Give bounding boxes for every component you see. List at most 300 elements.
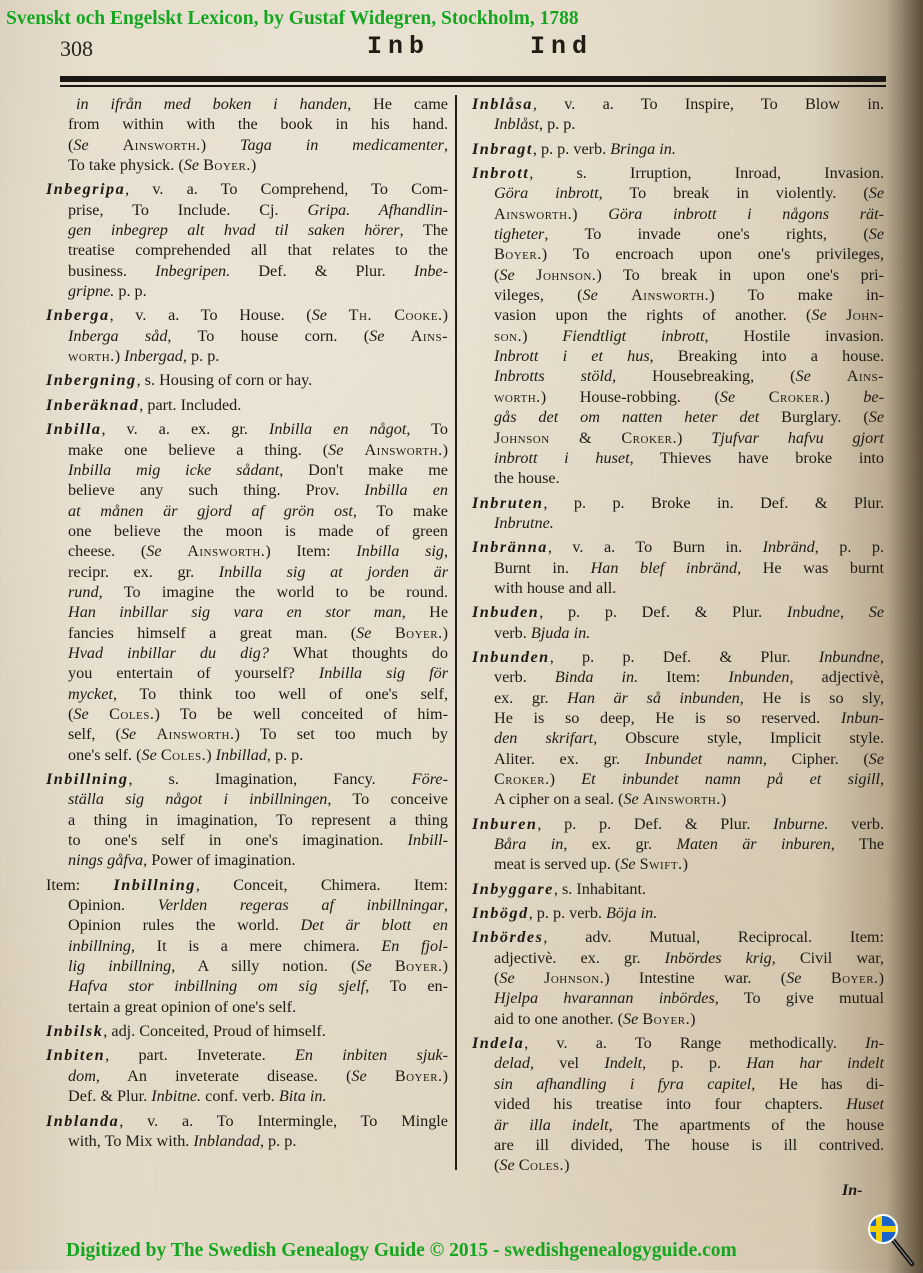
- text-run: , Obscure style, Implicit style.: [593, 729, 884, 748]
- text-run: ): [442, 957, 448, 976]
- italic-run: Se: [356, 623, 395, 642]
- authority-ref: Johnson & Croker.: [494, 428, 678, 447]
- headword: Inbragt: [472, 139, 533, 158]
- dictionary-entry: [46, 419, 448, 765]
- headword: Inbruten: [472, 493, 544, 512]
- text-run: ,: [443, 135, 449, 154]
- running-head-left: Inb: [367, 32, 431, 61]
- italic-run: ställa sig något i inbillningen: [68, 790, 328, 809]
- entry-line: [472, 927, 884, 947]
- entry-line: [46, 94, 448, 114]
- entry-line: [472, 1135, 884, 1155]
- text-run: ): [682, 855, 688, 874]
- italic-run: Göra inbrott: [494, 184, 599, 203]
- entry-line: [46, 1131, 448, 1151]
- text-run: Opinion rules the world.: [68, 916, 301, 935]
- entry-line: [472, 623, 884, 643]
- text-run: , Conceit, Chimera. Item:: [195, 875, 448, 894]
- italic-run: tigheter: [494, 225, 545, 244]
- text-run: , To conceive: [327, 790, 448, 809]
- text-run: ) To be well conceited of him-: [154, 704, 449, 723]
- dictionary-entry: [472, 602, 884, 643]
- italic-run: Båra in: [494, 835, 564, 854]
- text-run: ): [572, 204, 609, 223]
- entry-line: [46, 704, 448, 724]
- entry-line: [46, 326, 448, 346]
- text-run: ): [442, 623, 449, 642]
- italic-run: Inbränd: [762, 538, 815, 557]
- text-run: ,: [879, 647, 884, 666]
- entry-line: [472, 558, 884, 578]
- entry-line: [472, 1155, 884, 1175]
- italic-run: Bringa in.: [610, 139, 676, 158]
- italic-run: Inbergad: [124, 347, 183, 366]
- text-run: , Hostile invasion.: [704, 326, 884, 345]
- entry-line: [46, 997, 448, 1017]
- text-run: (: [68, 704, 74, 723]
- text-run: ): [690, 1009, 696, 1028]
- text-run: vasion upon the rights of another. (: [494, 306, 812, 325]
- swedish-flag-magnifier-icon: [866, 1212, 916, 1268]
- text-run: , ex. gr.: [563, 835, 677, 854]
- header-rule-thick: [60, 76, 886, 82]
- italic-run: Han inbillar sig vara en stor man: [68, 603, 402, 622]
- text-run: , p. p. verb.: [532, 139, 611, 158]
- entry-line: [46, 281, 448, 301]
- italic-run: Se: [311, 306, 349, 325]
- italic-run: Inberga såd: [68, 326, 168, 345]
- text-run: ): [442, 306, 448, 325]
- entry-line: [472, 1115, 884, 1135]
- entry-line: [472, 1053, 884, 1073]
- text-run: , p. p. Def. & Plur.: [549, 647, 819, 666]
- text-run: , Housebreaking, (: [612, 367, 796, 386]
- text-run: ): [442, 440, 449, 459]
- entry-line: [472, 513, 884, 533]
- authority-ref: Ains-: [846, 367, 885, 386]
- text-run: , s. Imagination, Fancy.: [128, 770, 412, 788]
- text-run: meat is served up. (: [494, 855, 621, 874]
- italic-run: Inburne.: [773, 814, 829, 833]
- entry-line: [472, 493, 884, 513]
- entry-line: [472, 948, 884, 968]
- entry-line: [472, 789, 884, 809]
- text-run: , adjectivè,: [789, 668, 885, 687]
- text-run: , adj. Conceited, Proud of himself.: [103, 1022, 326, 1041]
- text-run: one believe the moon is made of green: [68, 521, 448, 540]
- text-run: To take physick. (: [68, 156, 184, 175]
- authority-ref: Ainsworth.: [631, 286, 710, 305]
- italic-run: Inbilla sig: [356, 542, 444, 561]
- headword: Inbiten: [46, 1046, 106, 1065]
- italic-run: Se: [868, 408, 885, 427]
- italic-run: delad: [494, 1054, 530, 1073]
- entry-line: [46, 220, 448, 240]
- italic-run: Se: [73, 704, 110, 723]
- text-run: Def. & Plur.: [68, 1087, 152, 1106]
- dictionary-entry: [46, 305, 448, 366]
- italic-run: Inbe-: [413, 261, 448, 280]
- italic-run: Före-: [411, 770, 448, 788]
- italic-run: Han blef inbränd: [590, 558, 738, 577]
- text-run: believe any such thing. Prov.: [68, 481, 365, 500]
- italic-run: Se: [499, 969, 545, 988]
- text-run: , He: [401, 603, 448, 622]
- entry-line: [46, 419, 448, 439]
- text-run: , s. Irruption, Inroad, Invasion.: [529, 164, 884, 183]
- italic-run: Se: [141, 745, 161, 764]
- entry-line: [46, 789, 448, 809]
- entry-line: [46, 623, 448, 643]
- authority-ref: Ainsworth.: [122, 135, 201, 154]
- text-run: , v. a. To Inspire, To Blow in.: [532, 95, 884, 113]
- dictionary-entry: [472, 537, 884, 598]
- italic-run: Inbegripen.: [155, 261, 231, 280]
- text-run: A cipher on a seal. (: [494, 790, 624, 809]
- text-run: , To house corn. (: [167, 326, 370, 345]
- text-run: p. p.: [114, 282, 147, 301]
- authority-ref: Boyer.: [642, 1009, 691, 1028]
- entry-line: [472, 769, 884, 789]
- italic-run: Inbrotts stöld: [494, 367, 613, 386]
- text-run: Item:: [638, 668, 729, 687]
- entry-line: [472, 903, 884, 923]
- text-run: verb.: [828, 814, 884, 833]
- text-run: , p. p. Broke in. Def. & Plur.: [543, 493, 884, 512]
- entry-line: [46, 830, 448, 850]
- headword: Inbilsk: [46, 1022, 104, 1041]
- headword: Inbränna: [472, 538, 548, 557]
- entry-line: [46, 200, 448, 220]
- headword: Inblåsa: [472, 95, 533, 113]
- dictionary-entry: [472, 163, 884, 489]
- text-run: vileges, (: [494, 286, 583, 305]
- text-run: , Breaking into a house.: [649, 347, 884, 366]
- text-run: ,: [879, 770, 884, 788]
- italic-run: Se: [328, 440, 365, 459]
- text-run: a thing in imagination, To represent a thing: [68, 810, 448, 829]
- text-run: ) Item:: [265, 542, 357, 561]
- dictionary-entry: [472, 879, 884, 899]
- entry-line: [46, 440, 448, 460]
- headword: Inbunden: [472, 647, 550, 666]
- entry-line: [472, 749, 884, 769]
- italic-run: Se: [120, 725, 157, 744]
- text-run: , p. p. Def. & Plur.: [539, 603, 787, 622]
- left-column: [46, 94, 448, 1155]
- headword: Inbergning: [46, 371, 137, 390]
- entry-line: [46, 895, 448, 915]
- text-run: (: [494, 969, 500, 988]
- text-run: conf. verb.: [201, 1087, 279, 1106]
- italic-run: Se: [499, 1156, 519, 1175]
- text-run: , To break in violently. (: [598, 184, 869, 203]
- italic-run: Indelt: [604, 1054, 643, 1073]
- entry-line: [472, 708, 884, 728]
- entry-line: [472, 224, 884, 244]
- text-run: Burglary. (: [759, 408, 869, 427]
- italic-run: Inbillad: [215, 745, 267, 764]
- authority-ref: Boyer.: [494, 245, 542, 264]
- entry-line: [472, 114, 884, 134]
- text-run: ): [206, 745, 216, 764]
- entry-line: [472, 667, 884, 687]
- text-run: , To en-: [365, 977, 448, 996]
- authority-ref: Croker.: [768, 387, 825, 406]
- italic-run: Se: [623, 1009, 643, 1028]
- entry-line: [472, 1009, 884, 1029]
- text-run: from within with the book in his hand.: [68, 115, 448, 134]
- text-run: Aliter. ex. gr.: [494, 749, 645, 768]
- text-run: vided his treatise into four chapters.: [494, 1095, 847, 1114]
- headword: Inbrott: [472, 164, 530, 183]
- italic-run: be-: [863, 387, 884, 406]
- italic-run: Hjelpa hvarannan inbördes: [494, 989, 715, 1008]
- entry-line: [472, 688, 884, 708]
- text-run: , Cipher. (: [762, 749, 869, 768]
- text-run: , To imagine the world to be round.: [98, 582, 448, 601]
- entry-line: [472, 183, 884, 203]
- text-run: He is so deep, He is so reserved.: [494, 708, 841, 727]
- italic-run: Se: [868, 184, 884, 203]
- text-run: ) To set too much by: [234, 725, 448, 744]
- text-run: ,: [839, 603, 869, 622]
- headword: Inblanda: [46, 1111, 120, 1130]
- entry-line: [472, 285, 884, 305]
- text-run: , v. a. ex. gr.: [101, 420, 269, 439]
- entry-line: [46, 480, 448, 500]
- text-run: ex. gr.: [494, 688, 568, 707]
- italic-run: Inbilla en: [364, 481, 448, 500]
- text-run: , He is so sly,: [739, 688, 885, 707]
- italic-run: rund: [68, 582, 99, 601]
- headword: Inberäknad: [46, 395, 140, 414]
- text-run: ): [442, 1066, 448, 1085]
- italic-run: lig inbillning: [68, 957, 172, 976]
- italic-run: Inbilla en något: [268, 420, 407, 439]
- dictionary-entry: [472, 139, 884, 159]
- authority-ref: Ainsworth.: [156, 725, 235, 744]
- entry-line: [46, 370, 448, 390]
- authority-ref: Ainsworth.: [494, 204, 573, 223]
- authority-ref: Th. Cooke.: [348, 306, 443, 325]
- italic-run: gås det om natten heter det: [494, 408, 760, 427]
- headword: Inbögd: [472, 904, 529, 923]
- entry-line: [472, 602, 884, 622]
- text-run: , To invade one's rights, (: [544, 225, 869, 244]
- entry-line: [46, 724, 448, 744]
- italic-run: Inbunden: [728, 668, 790, 687]
- text-run: , p. p. Def. & Plur.: [537, 814, 774, 833]
- authority-ref: Ains-: [410, 326, 448, 345]
- text-run: , p. p.: [182, 347, 220, 366]
- text-run: , p. p.: [814, 538, 884, 557]
- entry-line: [46, 663, 448, 683]
- text-run: , The: [399, 221, 448, 240]
- entry-line: [46, 501, 448, 521]
- text-run: , p. p.: [266, 745, 304, 764]
- text-run: make one believe a thing. (: [68, 440, 329, 459]
- dictionary-entry: [472, 903, 884, 923]
- entry-line: [472, 1074, 884, 1094]
- authority-ref: Ainsworth.: [642, 790, 721, 809]
- entry-line: [46, 240, 448, 260]
- entry-line: [46, 582, 448, 602]
- italic-run: Hafva stor inbillning om sig sjelf: [68, 977, 366, 996]
- italic-run: inbrott i huset: [494, 448, 630, 467]
- header-rule-thin: [60, 85, 886, 87]
- authority-ref: Croker.: [494, 770, 550, 788]
- italic-run: Inbundet namn: [644, 749, 763, 768]
- entry-line: [472, 448, 884, 468]
- entry-line: [46, 643, 448, 663]
- entry-line: [472, 814, 884, 834]
- italic-run: Se: [868, 603, 885, 622]
- italic-run: Göra inbrott i någons rät-: [608, 204, 884, 223]
- italic-run: är illa indelt: [494, 1115, 609, 1134]
- text-run: are ill divided, The house is ill contrived.: [494, 1135, 884, 1154]
- text-run: ): [114, 347, 125, 366]
- text-run: , Power of imagination.: [143, 851, 296, 870]
- text-run: , adv. Mutual, Reciprocal. Item:: [543, 928, 884, 947]
- italic-run: Se: [868, 749, 884, 768]
- text-run: recipr. ex. gr.: [68, 562, 219, 581]
- entry-line: [46, 602, 448, 622]
- italic-run: Det är blott en: [300, 916, 448, 935]
- italic-run: Gripa. Afhandlin-: [307, 200, 449, 219]
- entry-line: [46, 541, 448, 561]
- entry-line: [46, 956, 448, 976]
- authority-ref: John-: [845, 306, 884, 325]
- headword: Indela: [472, 1034, 525, 1053]
- text-run: (: [494, 1156, 500, 1175]
- italic-run: Taga in medicamenter: [240, 135, 444, 154]
- headword: Inbördes: [472, 928, 544, 947]
- authority-ref: Swift.: [639, 855, 683, 874]
- entry-line: [472, 578, 884, 598]
- entry-line: [46, 155, 448, 175]
- text-run: ): [564, 1156, 570, 1175]
- text-run: adjectivè. ex. gr.: [494, 948, 665, 967]
- running-head-right: Ind: [530, 32, 594, 61]
- entry-line: [46, 769, 448, 789]
- italic-run: Se: [623, 790, 643, 809]
- text-run: Def. & Plur.: [230, 261, 414, 280]
- entry-line: [46, 521, 448, 541]
- italic-run: Se: [369, 326, 411, 345]
- headword: Inberga: [46, 306, 110, 325]
- text-run: ) House-robbing. (: [540, 387, 720, 406]
- entry-line: [46, 179, 448, 199]
- italic-run: mycket: [68, 684, 113, 703]
- headword: Inbuden: [472, 603, 540, 622]
- text-run: cheese. (: [68, 542, 147, 561]
- italic-run: Inbitne.: [151, 1087, 202, 1106]
- italic-run: Fiendtligt inbrott: [562, 326, 705, 345]
- italic-run: Han är så inbunden: [567, 688, 740, 707]
- dictionary-entry: [46, 1045, 448, 1106]
- entry-line: [46, 1021, 448, 1041]
- authority-ref: Coles.: [160, 745, 207, 764]
- italic-run: Se: [811, 306, 846, 325]
- text-run: , v. a. To Intermingle, To Mingle: [119, 1111, 448, 1130]
- entry-line: [472, 326, 884, 346]
- italic-run: nings gåfva: [68, 851, 144, 870]
- italic-run: Inbun-: [840, 708, 884, 727]
- text-run: , To give mutual: [714, 989, 884, 1008]
- entry-line: [46, 1045, 448, 1065]
- italic-run: Se: [719, 387, 769, 406]
- entry-line: [46, 1111, 448, 1131]
- text-run: , p. p. verb.: [528, 904, 607, 923]
- authority-ref: Coles.: [518, 1156, 565, 1175]
- entry-line: [472, 834, 884, 854]
- text-run: , The apartments of the house: [608, 1115, 885, 1134]
- entry-line: [472, 468, 884, 488]
- text-run: , It is a mere chimera.: [130, 936, 382, 955]
- text-run: Item:: [46, 875, 114, 894]
- text-run: ,: [443, 542, 449, 561]
- italic-run: gripne.: [68, 282, 115, 301]
- entry-line: [472, 968, 884, 988]
- catchword: In-: [842, 1182, 863, 1199]
- authority-ref: Ainsworth.: [187, 542, 266, 561]
- italic-run: Inbudne: [786, 603, 840, 622]
- dictionary-entry: [46, 370, 448, 390]
- text-run: ): [677, 428, 712, 447]
- text-run: ): [824, 387, 864, 406]
- italic-run: inbillning: [68, 936, 131, 955]
- entry-line: [472, 407, 884, 427]
- entry-line: [46, 460, 448, 480]
- italic-run: Inbundne: [818, 647, 880, 666]
- text-run: ) To make in-: [709, 286, 884, 305]
- text-run: , He was burnt: [737, 558, 885, 577]
- italic-run: Inblandad: [193, 1131, 260, 1150]
- authority-ref: worth.: [494, 387, 541, 406]
- italic-run: at månen är gjord af grön ost: [68, 501, 353, 520]
- text-run: (: [494, 265, 500, 284]
- italic-run: Se: [356, 957, 395, 976]
- italic-run: Se: [795, 367, 847, 386]
- italic-run: Binda in.: [554, 668, 639, 687]
- italic-run: Se: [499, 265, 537, 284]
- entry-line: [46, 745, 448, 765]
- dictionary-entry: [472, 814, 884, 875]
- dictionary-entry: [46, 875, 448, 1017]
- text-run: , vel: [529, 1054, 605, 1073]
- entry-line: [472, 366, 884, 386]
- italic-run: den skrifart: [494, 729, 594, 748]
- authority-ref: Boyer.: [394, 1066, 443, 1085]
- dictionary-entry: [46, 1111, 448, 1152]
- text-run: , To: [406, 420, 448, 439]
- text-run: , Civil war,: [771, 948, 885, 967]
- entry-line: [472, 728, 884, 748]
- text-run: the house.: [494, 469, 560, 488]
- entry-line: [472, 988, 884, 1008]
- entry-line: [472, 647, 884, 667]
- text-run: , part. Included.: [139, 395, 242, 414]
- text-run: ,: [443, 896, 448, 915]
- text-run: , v. a. To Burn in.: [547, 538, 763, 557]
- text-run: What thoughts do: [268, 643, 448, 662]
- dictionary-entry: [472, 94, 884, 135]
- italic-run: Inbrutne.: [494, 513, 554, 532]
- italic-run: Bjuda in.: [530, 623, 591, 642]
- headword: Inbillning: [113, 875, 196, 894]
- entry-line: [46, 936, 448, 956]
